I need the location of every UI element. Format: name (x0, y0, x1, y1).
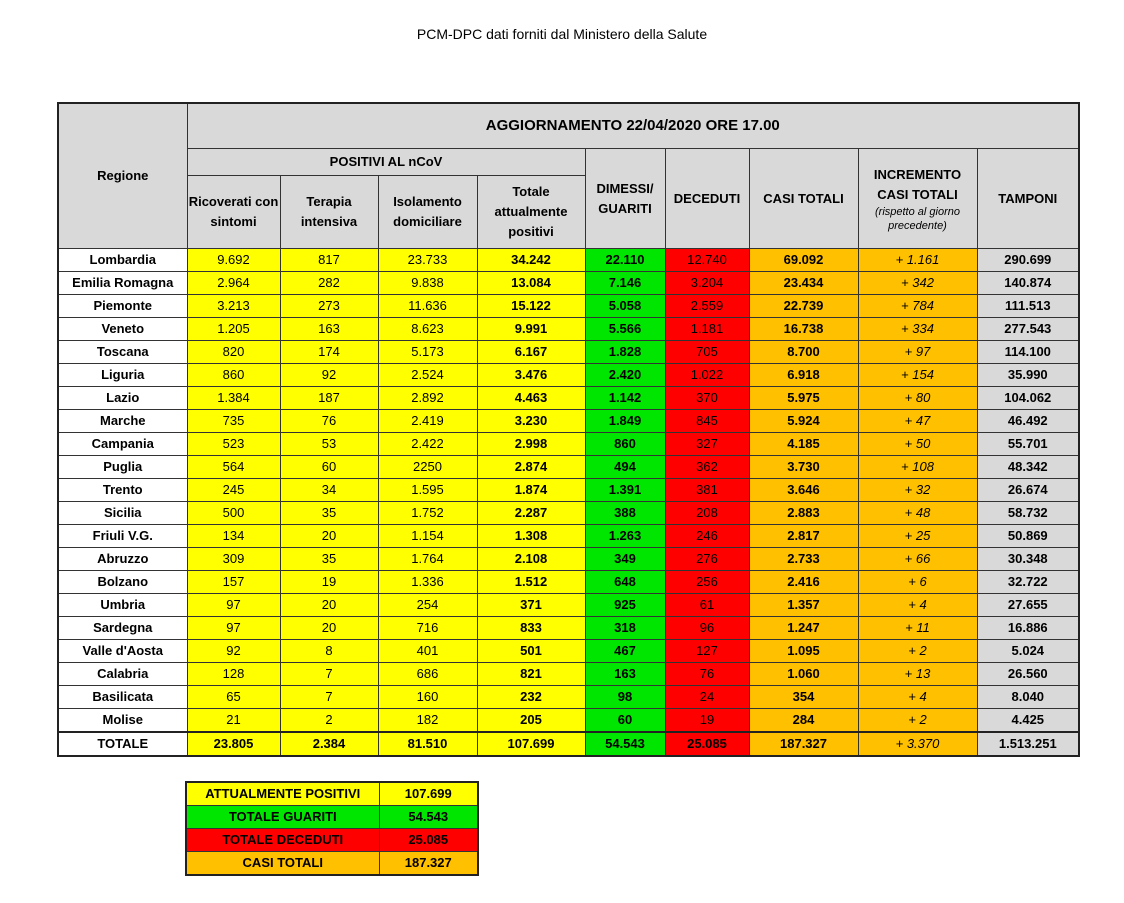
cell-tamponi: 111.513 (977, 295, 1079, 318)
cell-isolamento: 2.422 (378, 433, 477, 456)
cell-dimessi: 22.110 (585, 249, 665, 272)
table-row (58, 433, 1079, 456)
cell-tamponi: 27.655 (977, 594, 1079, 617)
cell-terapia: 20 (280, 594, 378, 617)
table-row (58, 640, 1079, 663)
cell-casi-totali: 4.185 (749, 433, 858, 456)
cell-ricoverati: 3.213 (187, 295, 280, 318)
cell-isolamento: 254 (378, 594, 477, 617)
header-incremento-note: (rispetto al giorno precedente) (875, 205, 960, 232)
total-cell-deceduti: 25.085 (665, 732, 749, 756)
cell-totale-positivi: 1.874 (477, 479, 585, 502)
cell-regione: Lazio (58, 387, 187, 410)
cell-isolamento: 2.892 (378, 387, 477, 410)
header-isolamento: Isolamento domiciliare (378, 176, 477, 249)
cell-isolamento: 11.636 (378, 295, 477, 318)
table-row (58, 525, 1079, 548)
cell-isolamento: 2250 (378, 456, 477, 479)
header-ricoverati: Ricoverati con sintomi (187, 176, 280, 249)
cell-incremento: + 334 (858, 318, 977, 341)
cell-dimessi: 494 (585, 456, 665, 479)
table-row (58, 318, 1079, 341)
cell-isolamento: 1.154 (378, 525, 477, 548)
summary-value: 107.699 (379, 782, 478, 806)
cell-isolamento: 716 (378, 617, 477, 640)
cell-deceduti: 845 (665, 410, 749, 433)
cell-isolamento: 2.524 (378, 364, 477, 387)
cell-totale-positivi: 205 (477, 709, 585, 733)
cell-deceduti: 2.559 (665, 295, 749, 318)
header-deceduti: DECEDUTI (665, 149, 749, 249)
cell-casi-totali: 1.060 (749, 663, 858, 686)
cell-casi-totali: 2.883 (749, 502, 858, 525)
header-incremento-label: INCREMENTO CASI TOTALI (873, 166, 962, 202)
cell-tamponi: 26.674 (977, 479, 1079, 502)
total-cell-dimessi: 54.543 (585, 732, 665, 756)
table-row (58, 548, 1079, 571)
table-row (58, 502, 1079, 525)
cell-terapia: 7 (280, 663, 378, 686)
cell-totale-positivi: 6.167 (477, 341, 585, 364)
cell-casi-totali: 5.975 (749, 387, 858, 410)
cell-regione: Emilia Romagna (58, 272, 187, 295)
table-row (58, 663, 1079, 686)
cell-regione: Liguria (58, 364, 187, 387)
cell-terapia: 34 (280, 479, 378, 502)
summary-value: 25.085 (379, 829, 478, 852)
cell-terapia: 282 (280, 272, 378, 295)
table-row (58, 571, 1079, 594)
cell-terapia: 20 (280, 525, 378, 548)
cell-regione: Sicilia (58, 502, 187, 525)
table-row (58, 387, 1079, 410)
cell-incremento: + 108 (858, 456, 977, 479)
cell-deceduti: 327 (665, 433, 749, 456)
cell-deceduti: 1.022 (665, 364, 749, 387)
cell-totale-positivi: 2.108 (477, 548, 585, 571)
cell-terapia: 187 (280, 387, 378, 410)
cell-tamponi: 50.869 (977, 525, 1079, 548)
cell-casi-totali: 2.817 (749, 525, 858, 548)
cell-casi-totali: 22.739 (749, 295, 858, 318)
cell-incremento: + 1.161 (858, 249, 977, 272)
total-cell-incremento: + 3.370 (858, 732, 977, 756)
cell-ricoverati: 523 (187, 433, 280, 456)
header-tamponi: TAMPONI (977, 149, 1079, 249)
cell-ricoverati: 1.384 (187, 387, 280, 410)
cell-isolamento: 686 (378, 663, 477, 686)
cell-dimessi: 1.142 (585, 387, 665, 410)
cell-incremento: + 154 (858, 364, 977, 387)
cell-ricoverati: 2.964 (187, 272, 280, 295)
cell-casi-totali: 69.092 (749, 249, 858, 272)
table-row (58, 617, 1079, 640)
cell-casi-totali: 1.247 (749, 617, 858, 640)
cell-incremento: + 47 (858, 410, 977, 433)
cell-terapia: 174 (280, 341, 378, 364)
cell-casi-totali: 2.733 (749, 548, 858, 571)
cell-deceduti: 19 (665, 709, 749, 733)
cell-regione: Puglia (58, 456, 187, 479)
cell-totale-positivi: 9.991 (477, 318, 585, 341)
cell-tamponi: 5.024 (977, 640, 1079, 663)
cell-ricoverati: 97 (187, 617, 280, 640)
cell-casi-totali: 16.738 (749, 318, 858, 341)
summary-value: 54.543 (379, 806, 478, 829)
table-body (58, 249, 1079, 757)
cell-deceduti: 208 (665, 502, 749, 525)
total-cell-isolamento: 81.510 (378, 732, 477, 756)
cell-dimessi: 60 (585, 709, 665, 733)
cell-incremento: + 4 (858, 686, 977, 709)
header-terapia: Terapia intensiva (280, 176, 378, 249)
cell-regione: Calabria (58, 663, 187, 686)
header-aggiornamento: AGGIORNAMENTO 22/04/2020 ORE 17.00 (187, 103, 1079, 149)
cell-regione: Bolzano (58, 571, 187, 594)
cell-ricoverati: 134 (187, 525, 280, 548)
cell-dimessi: 648 (585, 571, 665, 594)
cell-regione: Marche (58, 410, 187, 433)
cell-totale-positivi: 13.084 (477, 272, 585, 295)
cell-tamponi: 140.874 (977, 272, 1079, 295)
cell-incremento: + 32 (858, 479, 977, 502)
cell-ricoverati: 9.692 (187, 249, 280, 272)
cell-terapia: 163 (280, 318, 378, 341)
cell-terapia: 817 (280, 249, 378, 272)
table-row (58, 686, 1079, 709)
cell-regione: Veneto (58, 318, 187, 341)
cell-tamponi: 58.732 (977, 502, 1079, 525)
cell-ricoverati: 157 (187, 571, 280, 594)
totals-row (58, 732, 1079, 756)
cell-incremento: + 50 (858, 433, 977, 456)
cell-casi-totali: 5.924 (749, 410, 858, 433)
cell-totale-positivi: 1.308 (477, 525, 585, 548)
cell-deceduti: 246 (665, 525, 749, 548)
cell-totale-positivi: 821 (477, 663, 585, 686)
cell-tamponi: 26.560 (977, 663, 1079, 686)
cell-isolamento: 1.752 (378, 502, 477, 525)
cell-dimessi: 1.828 (585, 341, 665, 364)
summary-value: 187.327 (379, 852, 478, 876)
cell-deceduti: 3.204 (665, 272, 749, 295)
cell-isolamento: 5.173 (378, 341, 477, 364)
cell-ricoverati: 500 (187, 502, 280, 525)
cell-incremento: + 97 (858, 341, 977, 364)
cell-incremento: + 6 (858, 571, 977, 594)
cell-isolamento: 1.595 (378, 479, 477, 502)
table-row (58, 341, 1079, 364)
cell-incremento: + 784 (858, 295, 977, 318)
cell-deceduti: 96 (665, 617, 749, 640)
cell-dimessi: 925 (585, 594, 665, 617)
table-row (58, 295, 1079, 318)
cell-incremento: + 11 (858, 617, 977, 640)
cell-dimessi: 1.391 (585, 479, 665, 502)
total-cell-casi-totali: 187.327 (749, 732, 858, 756)
cell-deceduti: 370 (665, 387, 749, 410)
cell-totale-positivi: 833 (477, 617, 585, 640)
cell-ricoverati: 92 (187, 640, 280, 663)
cell-regione: Friuli V.G. (58, 525, 187, 548)
cell-isolamento: 160 (378, 686, 477, 709)
cell-casi-totali: 23.434 (749, 272, 858, 295)
cell-dimessi: 349 (585, 548, 665, 571)
cell-isolamento: 9.838 (378, 272, 477, 295)
cell-isolamento: 1.764 (378, 548, 477, 571)
cell-dimessi: 388 (585, 502, 665, 525)
cell-ricoverati: 860 (187, 364, 280, 387)
cell-tamponi: 55.701 (977, 433, 1079, 456)
cell-regione: Trento (58, 479, 187, 502)
cell-regione: Sardegna (58, 617, 187, 640)
cell-tamponi: 48.342 (977, 456, 1079, 479)
cell-tamponi: 30.348 (977, 548, 1079, 571)
summary-row (186, 806, 478, 829)
cell-ricoverati: 97 (187, 594, 280, 617)
cell-tamponi: 16.886 (977, 617, 1079, 640)
cell-casi-totali: 3.730 (749, 456, 858, 479)
cell-ricoverati: 1.205 (187, 318, 280, 341)
cell-terapia: 8 (280, 640, 378, 663)
cell-incremento: + 80 (858, 387, 977, 410)
cell-ricoverati: 128 (187, 663, 280, 686)
cell-incremento: + 48 (858, 502, 977, 525)
total-cell-terapia: 2.384 (280, 732, 378, 756)
cell-casi-totali: 354 (749, 686, 858, 709)
cell-ricoverati: 820 (187, 341, 280, 364)
cell-totale-positivi: 371 (477, 594, 585, 617)
cell-dimessi: 1.263 (585, 525, 665, 548)
cell-ricoverati: 245 (187, 479, 280, 502)
cell-dimessi: 98 (585, 686, 665, 709)
cell-deceduti: 76 (665, 663, 749, 686)
header-dimessi: DIMESSI/ GUARITI (585, 149, 665, 249)
total-cell-ricoverati: 23.805 (187, 732, 280, 756)
cell-casi-totali: 284 (749, 709, 858, 733)
cell-incremento: + 2 (858, 709, 977, 733)
cell-ricoverati: 564 (187, 456, 280, 479)
cell-totale-positivi: 3.230 (477, 410, 585, 433)
cell-tamponi: 114.100 (977, 341, 1079, 364)
cell-tamponi: 35.990 (977, 364, 1079, 387)
cell-tamponi: 8.040 (977, 686, 1079, 709)
cell-totale-positivi: 2.874 (477, 456, 585, 479)
total-cell-tamponi: 1.513.251 (977, 732, 1079, 756)
cell-ricoverati: 65 (187, 686, 280, 709)
cell-casi-totali: 2.416 (749, 571, 858, 594)
cell-isolamento: 401 (378, 640, 477, 663)
summary-label: ATTUALMENTE POSITIVI (186, 782, 379, 806)
cell-totale-positivi: 3.476 (477, 364, 585, 387)
table-row (58, 249, 1079, 272)
cell-totale-positivi: 2.287 (477, 502, 585, 525)
cell-totale-positivi: 1.512 (477, 571, 585, 594)
cell-regione: Toscana (58, 341, 187, 364)
cell-terapia: 2 (280, 709, 378, 733)
cell-regione: Basilicata (58, 686, 187, 709)
cell-regione: Lombardia (58, 249, 187, 272)
cell-terapia: 35 (280, 548, 378, 571)
cell-dimessi: 2.420 (585, 364, 665, 387)
cell-tamponi: 104.062 (977, 387, 1079, 410)
cell-terapia: 7 (280, 686, 378, 709)
header-totale-positivi: Totale attualmente positivi (477, 176, 585, 249)
cell-dimessi: 5.058 (585, 295, 665, 318)
table-row (58, 594, 1079, 617)
cell-dimessi: 7.146 (585, 272, 665, 295)
table-row (58, 272, 1079, 295)
header-regione: Regione (58, 103, 187, 249)
summary-table (185, 781, 479, 876)
cell-totale-positivi: 15.122 (477, 295, 585, 318)
cell-deceduti: 256 (665, 571, 749, 594)
cell-casi-totali: 8.700 (749, 341, 858, 364)
table-row (58, 709, 1079, 733)
cell-tamponi: 290.699 (977, 249, 1079, 272)
cell-regione: Molise (58, 709, 187, 733)
cell-casi-totali: 1.357 (749, 594, 858, 617)
cell-tamponi: 277.543 (977, 318, 1079, 341)
cell-isolamento: 1.336 (378, 571, 477, 594)
total-cell-totale-positivi: 107.699 (477, 732, 585, 756)
summary-label: CASI TOTALI (186, 852, 379, 876)
cell-totale-positivi: 232 (477, 686, 585, 709)
cell-dimessi: 467 (585, 640, 665, 663)
covid-data-table (57, 102, 1080, 757)
cell-deceduti: 12.740 (665, 249, 749, 272)
cell-deceduti: 127 (665, 640, 749, 663)
cell-totale-positivi: 501 (477, 640, 585, 663)
cell-tamponi: 46.492 (977, 410, 1079, 433)
cell-regione: Abruzzo (58, 548, 187, 571)
summary-row (186, 782, 478, 806)
cell-incremento: + 13 (858, 663, 977, 686)
cell-isolamento: 2.419 (378, 410, 477, 433)
table-row (58, 456, 1079, 479)
header-positivi-group: POSITIVI AL nCoV (187, 149, 585, 176)
cell-regione: Valle d'Aosta (58, 640, 187, 663)
cell-deceduti: 1.181 (665, 318, 749, 341)
cell-terapia: 19 (280, 571, 378, 594)
cell-dimessi: 163 (585, 663, 665, 686)
page-title: PCM-DPC dati forniti dal Ministero della Salute (416, 26, 708, 42)
cell-regione: Umbria (58, 594, 187, 617)
cell-incremento: + 25 (858, 525, 977, 548)
table-row (58, 410, 1079, 433)
table-row (58, 364, 1079, 387)
summary-row (186, 852, 478, 876)
header-incremento (858, 149, 977, 249)
cell-dimessi: 318 (585, 617, 665, 640)
header-casi-totali: CASI TOTALI (749, 149, 858, 249)
cell-dimessi: 860 (585, 433, 665, 456)
cell-isolamento: 23.733 (378, 249, 477, 272)
cell-regione: Campania (58, 433, 187, 456)
cell-totale-positivi: 4.463 (477, 387, 585, 410)
cell-terapia: 53 (280, 433, 378, 456)
cell-deceduti: 61 (665, 594, 749, 617)
total-cell-regione: TOTALE (58, 732, 187, 756)
cell-deceduti: 362 (665, 456, 749, 479)
cell-isolamento: 8.623 (378, 318, 477, 341)
cell-tamponi: 4.425 (977, 709, 1079, 733)
cell-casi-totali: 6.918 (749, 364, 858, 387)
cell-terapia: 20 (280, 617, 378, 640)
cell-terapia: 76 (280, 410, 378, 433)
summary-label: TOTALE GUARITI (186, 806, 379, 829)
table-row (58, 479, 1079, 502)
summary-row (186, 829, 478, 852)
cell-casi-totali: 1.095 (749, 640, 858, 663)
cell-deceduti: 276 (665, 548, 749, 571)
cell-tamponi: 32.722 (977, 571, 1079, 594)
cell-terapia: 273 (280, 295, 378, 318)
cell-terapia: 35 (280, 502, 378, 525)
cell-incremento: + 2 (858, 640, 977, 663)
cell-deceduti: 24 (665, 686, 749, 709)
cell-ricoverati: 735 (187, 410, 280, 433)
cell-ricoverati: 21 (187, 709, 280, 733)
cell-deceduti: 381 (665, 479, 749, 502)
summary-label: TOTALE DECEDUTI (186, 829, 379, 852)
cell-incremento: + 4 (858, 594, 977, 617)
cell-incremento: + 342 (858, 272, 977, 295)
cell-casi-totali: 3.646 (749, 479, 858, 502)
cell-ricoverati: 309 (187, 548, 280, 571)
cell-terapia: 92 (280, 364, 378, 387)
cell-totale-positivi: 2.998 (477, 433, 585, 456)
cell-incremento: + 66 (858, 548, 977, 571)
cell-dimessi: 5.566 (585, 318, 665, 341)
cell-terapia: 60 (280, 456, 378, 479)
cell-regione: Piemonte (58, 295, 187, 318)
cell-deceduti: 705 (665, 341, 749, 364)
cell-isolamento: 182 (378, 709, 477, 733)
cell-dimessi: 1.849 (585, 410, 665, 433)
cell-totale-positivi: 34.242 (477, 249, 585, 272)
